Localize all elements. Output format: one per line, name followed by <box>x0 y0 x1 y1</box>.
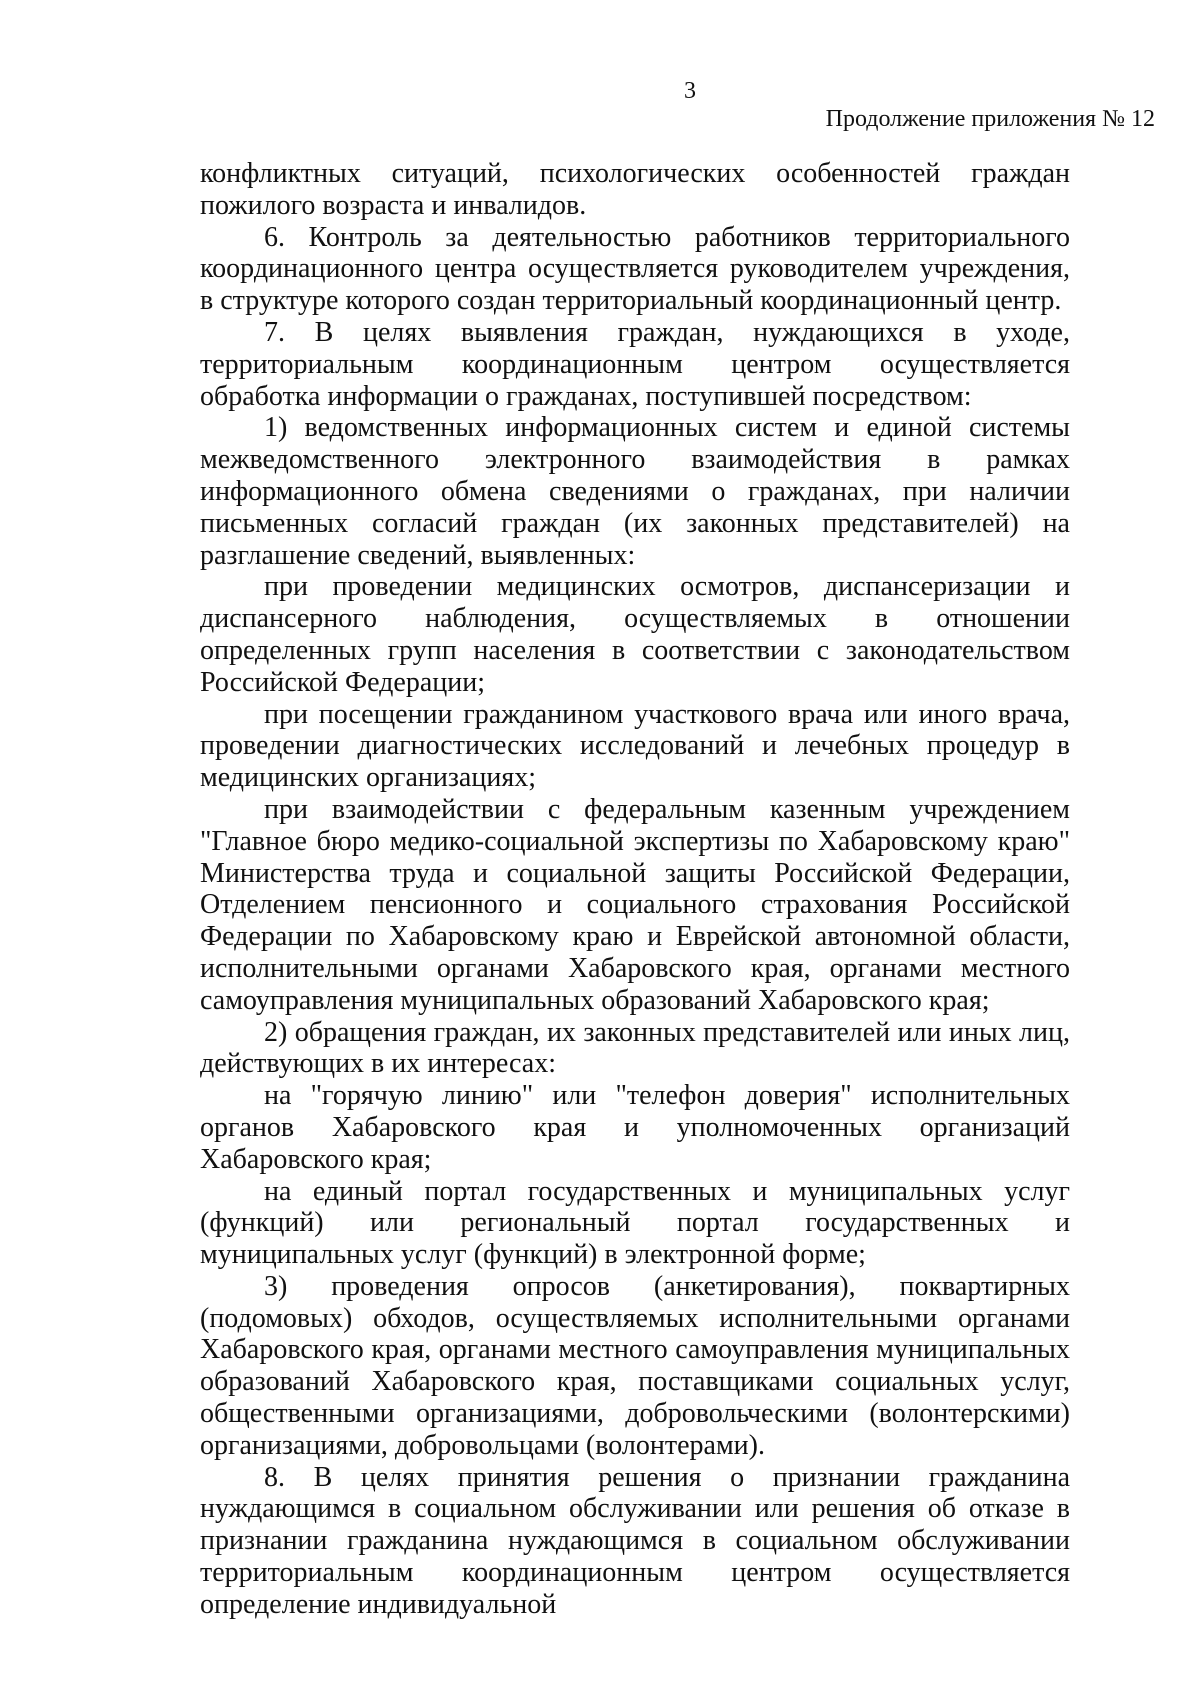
paragraph-11: 3) проведения опросов (анкетирования), поквартирных (подомовых) обходов, осуществляемых исполнительными органами Хабаровского края, органами местного самоуправления муниципальных образований Хабаровского края, поставщиками социальных услуг, общественными организациями, добровольческими (волонтерскими) организациями, добровольцами (волонтерами). <box>200 1270 1070 1461</box>
paragraph-12: 8. В целях принятия решения о признании гражданина нуждающимся в социальном обслуживании или решения об отказе в признании гражданина нуждающимся в социальном обслуживании территориальным координационным центром осуществляется определение индивидуальной <box>200 1461 1070 1620</box>
page-number <box>0 78 1200 105</box>
paragraph-6: при посещении гражданином участкового врача или иного врача, проведении диагностических исследований и лечебных процедур в медицинских организациях; <box>200 698 1070 794</box>
paragraph-4: 1) ведомственных информационных систем и единой системы межведомственного электронного взаимодействия в рамках информационного обмена сведениями о гражданах, при наличии письменных согласий граждан (их законных представителей) на разглашение сведений, выявленных: <box>200 412 1070 571</box>
paragraph-10: на единый портал государственных и муниципальных услуг (функций) или региональный портал государственных и муниципальных услуг (функций) в электронной форме; <box>200 1175 1070 1271</box>
paragraph-9: на "горячую линию" или "телефон доверия" исполнительных органов Хабаровского края и уполномоченных организаций Хабаровского края; <box>200 1080 1070 1175</box>
document-body <box>200 158 1070 1621</box>
paragraph-8: 2) обращения граждан, их законных представителей или иных лиц, действующих в их интересах: <box>200 1016 1070 1080</box>
paragraph-3: 7. В целях выявления граждан, нуждающихся в уходе, территориальным координационным центром осуществляется обработка информации о гражданах, поступившей посредством: <box>200 316 1070 412</box>
paragraph-5: при проведении медицинских осмотров, диспансеризации и диспансерного наблюдения, осуществляемых в отношении определенных групп населения в соответствии с законодательством Российской Федерации; <box>200 571 1070 698</box>
page-number-text: 3 <box>684 78 696 104</box>
paragraph-1: конфликтных ситуаций, психологических особенностей граждан пожилого возраста и инвалидов. <box>200 158 1070 221</box>
paragraph-2: 6. Контроль за деятельностью работников территориального координационного центра осуществляется руководителем учреждения, в структуре которого создан территориальный координационный центр. <box>200 221 1070 317</box>
annex-note: Продолжение приложения № 12 <box>825 106 1155 132</box>
paragraph-7: при взаимодействии с федеральным казенным учреждением "Главное бюро медико-социальной экспертизы по Хабаровскому краю" Министерства труда и социальной защиты Российской Федерации, Отделением пенсионного и социального страхования Российской Федерации по Хабаровскому краю и Еврейской автономной области, исполнительными органами Хабаровского края, органами местного самоуправления муниципальных образований Хабаровского края; <box>200 793 1070 1016</box>
